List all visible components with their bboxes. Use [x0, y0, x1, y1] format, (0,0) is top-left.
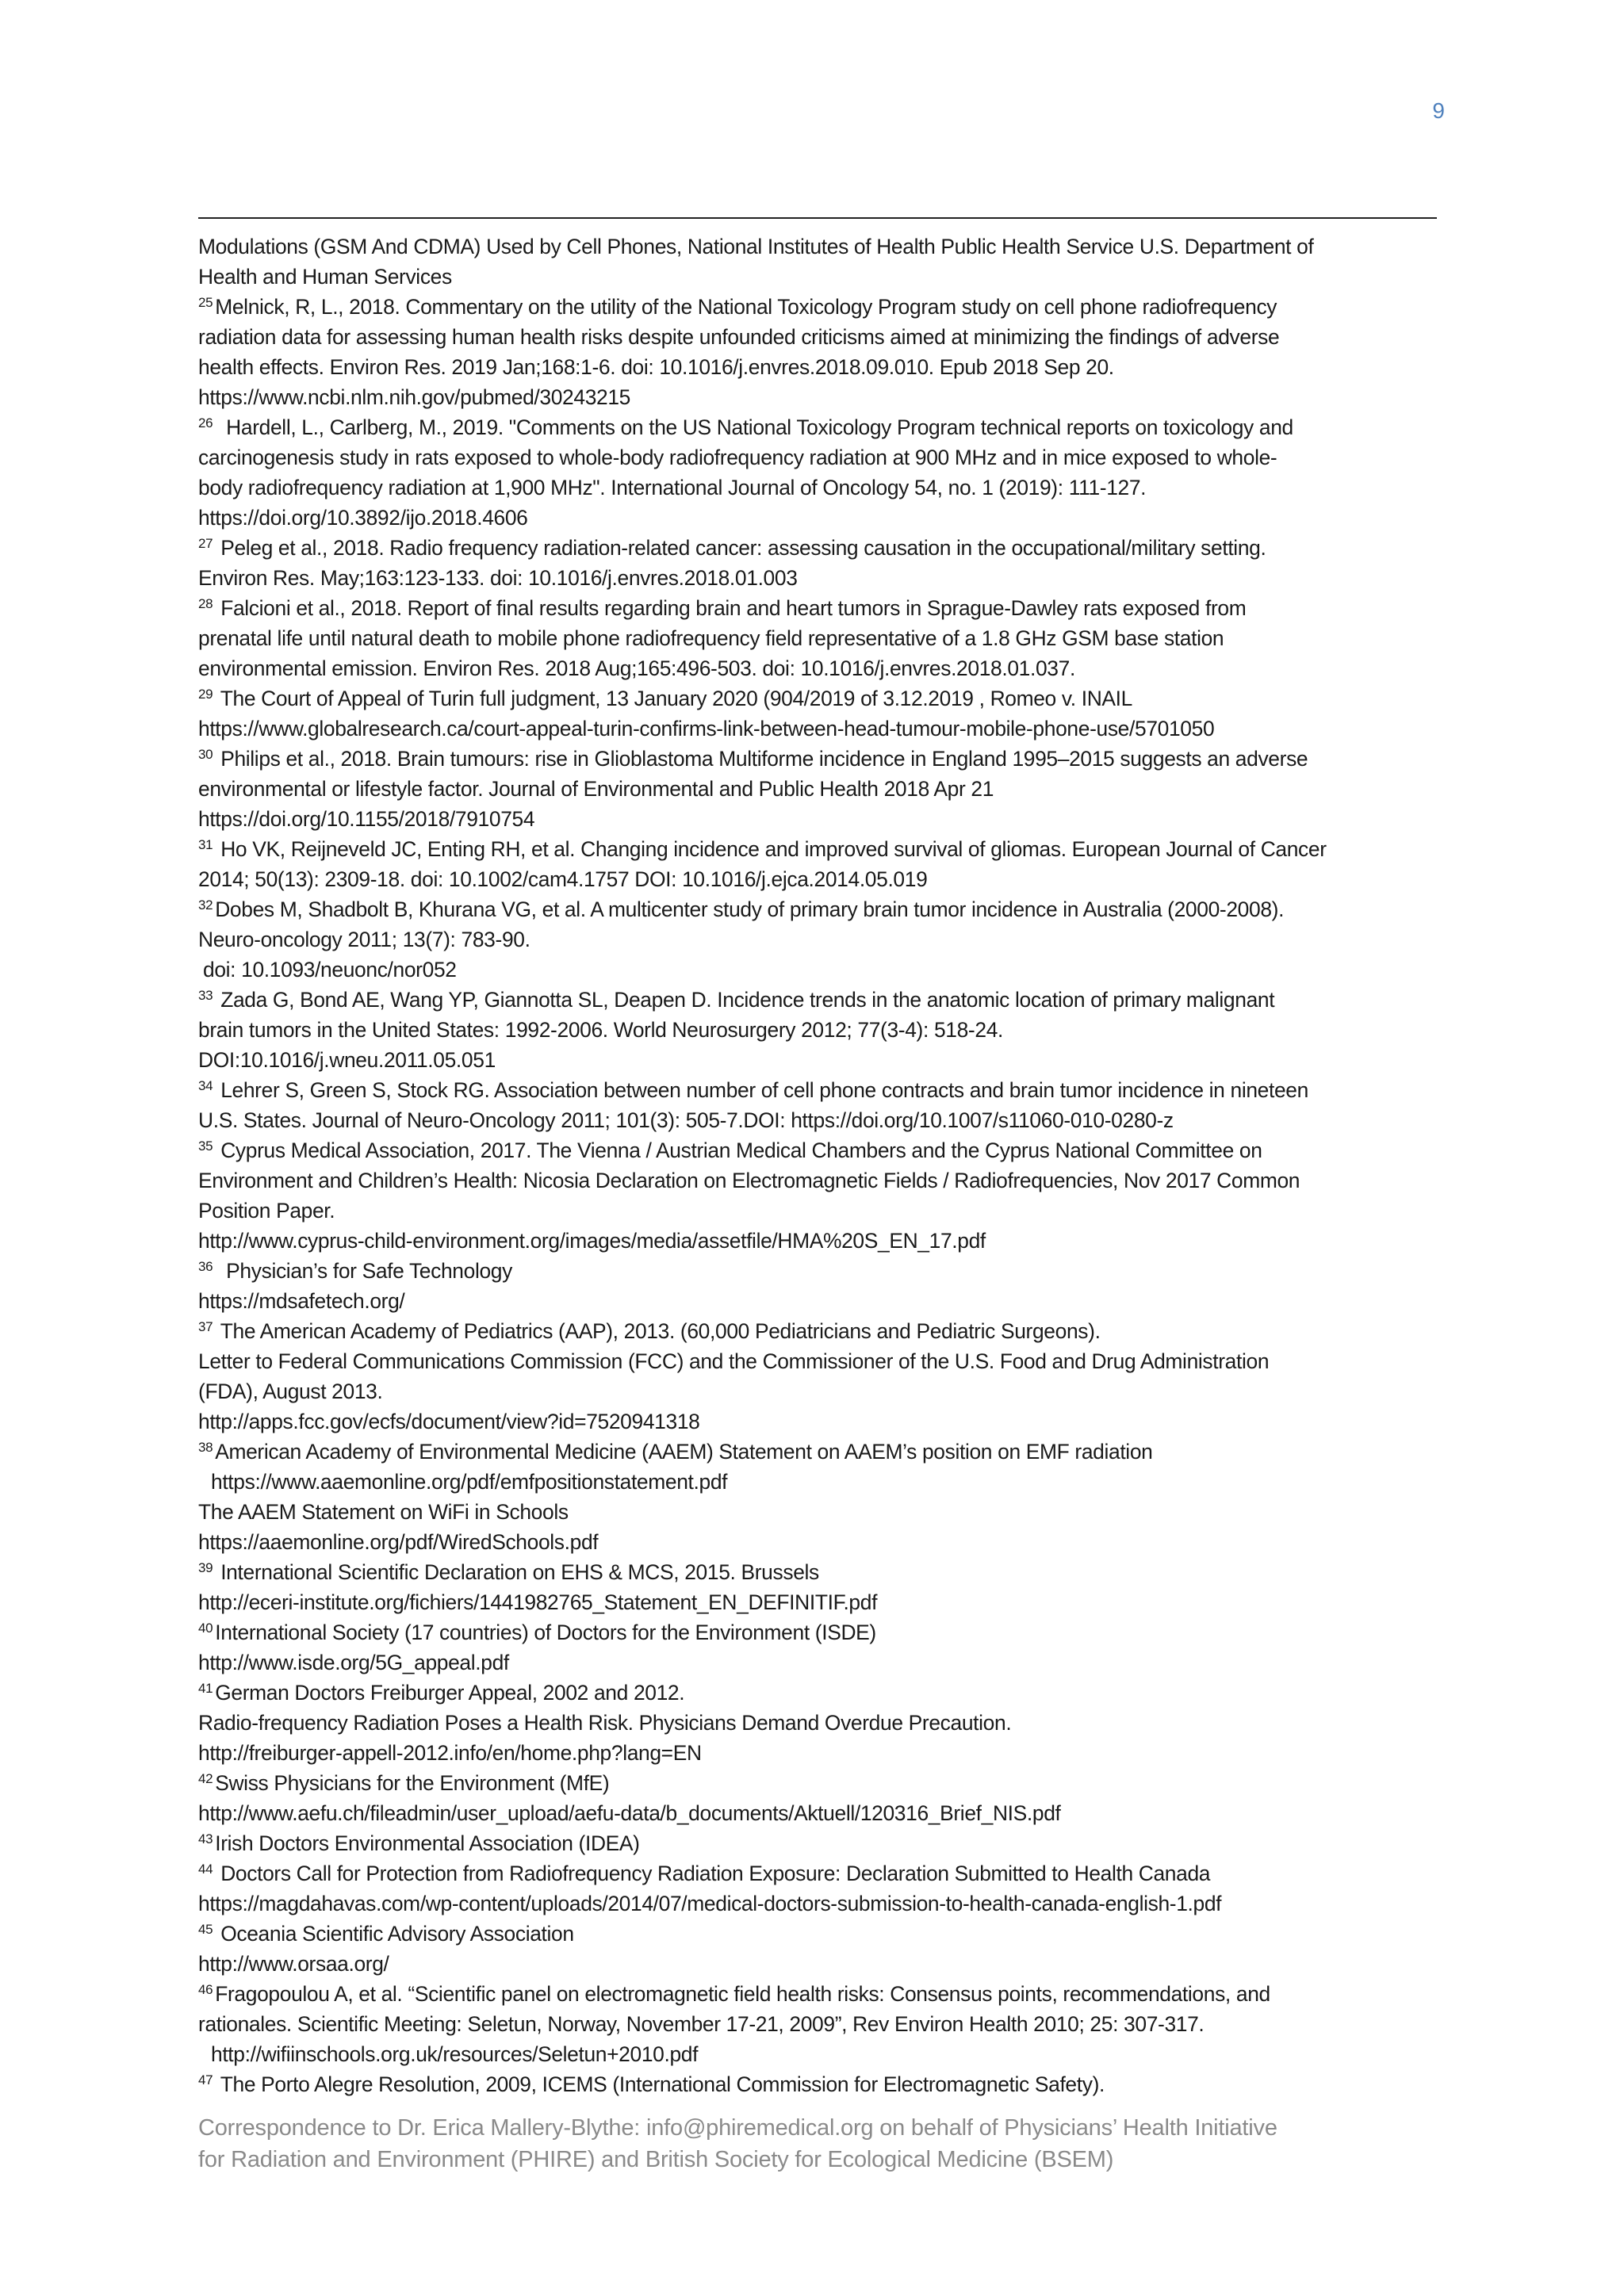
footnote-line: [198, 1196, 1442, 1226]
footnote-text: 2014; 50(13): 2309-18. doi: 10.1002/cam4.1757 DOI: 10.1016/j.ejca.2014.05.019: [198, 867, 928, 891]
footnote-text: https://www.aaemonline.org/pdf/emfpositionstatement.pdf: [211, 1470, 728, 1494]
footnote-start: [198, 1919, 1442, 1949]
footnote-line: [198, 714, 1442, 744]
footnote-start: [198, 1557, 1442, 1587]
footnote-line: [198, 382, 1442, 412]
footnote-number: 42: [198, 1771, 213, 1786]
footnote-start: [198, 593, 1442, 623]
footnote-line: [198, 804, 1442, 834]
footnote-text: Melnick, R, L., 2018. Commentary on the utility of the National Toxicology Program study on cell phone radiofrequency: [215, 295, 1277, 319]
footnote-number: 40: [198, 1621, 213, 1636]
footnote-line: [198, 1376, 1442, 1406]
footnote-number: 41: [198, 1681, 213, 1696]
footnote-number: 38: [198, 1440, 213, 1455]
footnote-text: brain tumors in the United States: 1992-2006. World Neurosurgery 2012; 77(3-4): 518-24.: [198, 1018, 1004, 1042]
footnote-text: The Court of Appeal of Turin full judgment, 13 January 2020 (904/2019 of 3.12.2019 , Romeo v. INAIL: [215, 687, 1132, 710]
footnote-start: [198, 1828, 1442, 1858]
footnote-text: Position Paper.: [198, 1199, 335, 1223]
footnote-start: [198, 1678, 1442, 1708]
footnote-number: 33: [198, 988, 213, 1003]
footnote-start: [198, 533, 1442, 563]
footnote-text: Zada G, Bond AE, Wang YP, Giannotta SL, Deapen D. Incidence trends in the anatomic location of primary malignant: [215, 988, 1275, 1012]
footnote-number: 31: [198, 837, 213, 852]
footnote-text: Irish Doctors Environmental Association (IDEA): [215, 1831, 640, 1855]
footnote-text: https://doi.org/10.1155/2018/7910754: [198, 807, 535, 831]
footnote-text: Oceania Scientific Advisory Association: [215, 1922, 574, 1946]
footnote-number: 45: [198, 1922, 213, 1937]
footnote-number: 37: [198, 1319, 213, 1334]
footnote-line: [198, 563, 1442, 593]
footnote-text: https://www.ncbi.nlm.nih.gov/pubmed/30243215: [198, 385, 631, 409]
footnote-text: Hardell, L., Carlberg, M., 2019. "Comments on the US National Toxicology Program technical reports on toxicology and: [215, 415, 1293, 439]
footnote-text: health effects. Environ Res. 2019 Jan;168:1-6. doi: 10.1016/j.envres.2018.09.010. Epub 2018 Sep 20.: [198, 355, 1114, 379]
footer-line-1: Correspondence to Dr. Erica Mallery-Blythe: info@phiremedical.org on behalf of Physicians’ Health Initiative: [198, 2115, 1277, 2141]
footnote-line: [198, 1045, 1442, 1075]
footnote-number: 36: [198, 1259, 213, 1274]
footnote-text: International Scientific Declaration on EHS & MCS, 2015. Brussels: [215, 1560, 819, 1584]
footnote-number: 32: [198, 897, 213, 913]
footnote-line: [198, 1708, 1442, 1738]
footnote-line: [198, 1015, 1442, 1045]
footnote-line: [198, 653, 1442, 683]
footnote-number: 46: [198, 1982, 213, 1997]
footnote-line: [198, 1527, 1442, 1557]
footnote-line: [198, 473, 1442, 503]
footnote-line: [198, 864, 1442, 894]
page-number: 9: [1432, 98, 1445, 123]
footnote-text: https://www.globalresearch.ca/court-appeal-turin-confirms-link-between-head-tumour-mobile-phone-use/5701050: [198, 717, 1215, 740]
footnote-text: http://www.isde.org/5G_appeal.pdf: [198, 1651, 509, 1674]
footnote-text: carcinogenesis study in rats exposed to whole-body radiofrequency radiation at 900 MHz and in mice exposed to whole-: [198, 446, 1277, 469]
footnote-number: 44: [198, 1862, 213, 1877]
footnote-text: http://wifiinschools.org.uk/resources/Seletun+2010.pdf: [211, 2042, 699, 2066]
footnote-line: [198, 1105, 1442, 1135]
footnote-line: [198, 262, 1442, 292]
footnote-text: https://aaemonline.org/pdf/WiredSchools.pdf: [198, 1530, 599, 1554]
footnote-start: [198, 683, 1442, 714]
footnote-line: [198, 1738, 1442, 1768]
footnote-start: [198, 412, 1442, 442]
footnote-line: [198, 442, 1442, 473]
footnote-text: German Doctors Freiburger Appeal, 2002 and 2012.: [215, 1681, 685, 1705]
footnote-text: American Academy of Environmental Medicine (AAEM) Statement on AAEM’s position on EMF radiation: [215, 1440, 1153, 1464]
footnote-number: 43: [198, 1831, 213, 1846]
footnote-line: [198, 623, 1442, 653]
footnote-text: The Porto Alegre Resolution, 2009, ICEMS (International Commission for Electromagnetic Safety).: [215, 2072, 1105, 2096]
footnote-number: 35: [198, 1138, 213, 1154]
footnote-number: 34: [198, 1078, 213, 1093]
footnote-start: [198, 1075, 1442, 1105]
footnote-line: [198, 1798, 1442, 1828]
footnote-text: https://magdahavas.com/wp-content/uploads/2014/07/medical-doctors-submission-to-health-canada-english-1.pdf: [198, 1892, 1222, 1915]
footnote-number: 47: [198, 2072, 213, 2087]
footnote-line: [198, 1949, 1442, 1979]
footnote-line: [198, 774, 1442, 804]
footnote-text: Modulations (GSM And CDMA) Used by Cell Phones, National Institutes of Health Public Health Service U.S. Department of: [198, 235, 1314, 258]
footnote-start: [198, 1768, 1442, 1798]
footnote-start: [198, 1316, 1442, 1346]
footnote-text: prenatal life until natural death to mobile phone radiofrequency field representative of a 1.8 GHz GSM base station: [198, 626, 1224, 650]
footnote-start: [198, 292, 1442, 322]
footnote-line: [198, 1497, 1442, 1527]
footnotes: [198, 232, 1442, 2099]
footnote-start: [198, 1979, 1442, 2009]
footnote-number: 25: [198, 295, 213, 310]
footnote-text: http://freiburger-appell-2012.info/en/home.php?lang=EN: [198, 1741, 702, 1765]
footnote-text: The AAEM Statement on WiFi in Schools: [198, 1500, 569, 1524]
footnote-text: http://apps.fcc.gov/ecfs/document/view?id=7520941318: [198, 1410, 700, 1433]
footnote-text: environmental or lifestyle factor. Journal of Environmental and Public Health 2018 Apr 21: [198, 777, 994, 801]
footnote-start: [198, 834, 1442, 864]
footnote-line: [198, 1286, 1442, 1316]
footnote-line: [198, 1467, 1442, 1497]
footnote-number: 29: [198, 687, 213, 702]
footnote-text: rationales. Scientific Meeting: Seletun, Norway, November 17-21, 2009”, Rev Environ Health 2010; 25: 307-317.: [198, 2012, 1205, 2036]
footnote-text: Radio-frequency Radiation Poses a Health Risk. Physicians Demand Overdue Precaution.: [198, 1711, 1012, 1735]
footnote-line: [198, 322, 1442, 352]
footnote-text: http://www.orsaa.org/: [198, 1952, 389, 1976]
footnote-text: Letter to Federal Communications Commission (FCC) and the Commissioner of the U.S. Food and Drug Administration: [198, 1349, 1270, 1373]
footnote-text: International Society (17 countries) of Doctors for the Environment (ISDE): [215, 1621, 876, 1644]
footnote-text: http://www.aefu.ch/fileadmin/user_upload/aefu-data/b_documents/Aktuell/120316_Brief_NIS.pdf: [198, 1801, 1061, 1825]
footnote-line: [198, 1587, 1442, 1617]
footnote-start: [198, 1858, 1442, 1888]
footnote-text: Doctors Call for Protection from Radiofrequency Radiation Exposure: Declaration Submitted to Health Canada: [215, 1862, 1211, 1885]
footnote-number: 28: [198, 596, 213, 611]
footnote-text: Cyprus Medical Association, 2017. The Vienna / Austrian Medical Chambers and the Cyprus National Committee on: [215, 1138, 1262, 1162]
footnote-text: The American Academy of Pediatrics (AAP), 2013. (60,000 Pediatricians and Pediatric Surgeons).: [215, 1319, 1101, 1343]
footnote-text: Environ Res. May;163:123-133. doi: 10.1016/j.envres.2018.01.003: [198, 566, 798, 590]
footnote-text: body radiofrequency radiation at 1,900 MHz". International Journal of Oncology 54, no. 1 (2019): 111-127.: [198, 476, 1147, 499]
footnote-text: Peleg et al., 2018. Radio frequency radiation-related cancer: assessing causation in the occupational/military setting.: [215, 536, 1266, 560]
footnote-text: doi: 10.1093/neuonc/nor052: [203, 958, 457, 982]
footnote-line: [198, 503, 1442, 533]
footnote-start: [198, 1617, 1442, 1647]
footnote-line: [198, 1346, 1442, 1376]
footnote-line: [198, 1888, 1442, 1919]
footnote-number: 39: [198, 1560, 213, 1575]
page-footer: [198, 2112, 1467, 2175]
footnote-start: [198, 985, 1442, 1015]
footnote-text: Falcioni et al., 2018. Report of final results regarding brain and heart tumors in Sprague-Dawley rats exposed from: [215, 596, 1247, 620]
footnote-number: 27: [198, 536, 213, 551]
footnote-text: (FDA), August 2013.: [198, 1380, 383, 1403]
footnote-text: Ho VK, Reijneveld JC, Enting RH, et al. Changing incidence and improved survival of gliomas. European Journal of Cancer: [215, 837, 1327, 861]
footnote-text: https://mdsafetech.org/: [198, 1289, 405, 1313]
footnote-text: http://eceri-institute.org/fichiers/1441982765_Statement_EN_DEFINITIF.pdf: [198, 1590, 878, 1614]
footnote-text: Dobes M, Shadbolt B, Khurana VG, et al. A multicenter study of primary brain tumor incidence in Australia (2000-2008).: [215, 897, 1285, 921]
footnote-text: Swiss Physicians for the Environment (MfE): [215, 1771, 610, 1795]
footnote-number: 30: [198, 747, 213, 762]
footnote-line: [198, 352, 1442, 382]
footnote-start: [198, 1256, 1442, 1286]
footnote-start: [198, 894, 1442, 924]
footnote-text: Lehrer S, Green S, Stock RG. Association between number of cell phone contracts and brain tumor incidence in nineteen: [215, 1078, 1308, 1102]
footnote-separator: [198, 217, 1437, 219]
footnote-line: [198, 1647, 1442, 1678]
footnote-line: [198, 924, 1442, 955]
footnote-line: [198, 955, 1442, 985]
footnote-text: Philips et al., 2018. Brain tumours: rise in Glioblastoma Multiforme incidence in England 1995–2015 suggests an adverse: [215, 747, 1308, 771]
footnote-line: [198, 2009, 1442, 2039]
footnote-text: Physician’s for Safe Technology: [215, 1259, 512, 1283]
footnote-text: DOI:10.1016/j.wneu.2011.05.051: [198, 1048, 496, 1072]
footnote-text: Environment and Children’s Health: Nicosia Declaration on Electromagnetic Fields / Radiofrequencies, Nov 2017 Common: [198, 1169, 1300, 1192]
footnote-text: Neuro-oncology 2011; 13(7): 783-90.: [198, 928, 530, 951]
footnote-text: https://doi.org/10.3892/ijo.2018.4606: [198, 506, 528, 530]
footer-line-2: for Radiation and Environment (PHIRE) and British Society for Ecological Medicine (BSEM): [198, 2147, 1114, 2172]
footnote-line: [198, 1165, 1442, 1196]
footnote-start: [198, 1135, 1442, 1165]
footnote-text: Health and Human Services: [198, 265, 452, 289]
footnote-text: environmental emission. Environ Res. 2018 Aug;165:496-503. doi: 10.1016/j.envres.2018.01.037.: [198, 656, 1075, 680]
footnote-line: [198, 1226, 1442, 1256]
footnote-text: radiation data for assessing human health risks despite unfounded criticisms aimed at minimizing the findings of adverse: [198, 325, 1280, 349]
footnote-text: Fragopoulou A, et al. “Scientific panel on electromagnetic field health risks: Consensus points, recommendations, and: [215, 1982, 1270, 2006]
footnote-line: [198, 2039, 1442, 2069]
footnote-start: [198, 2069, 1442, 2099]
footnote-start: [198, 1437, 1442, 1467]
footnote-number: 26: [198, 415, 213, 430]
footnote-line: [198, 232, 1442, 262]
footnote-start: [198, 744, 1442, 774]
footnote-line: [198, 1406, 1442, 1437]
footnote-text: U.S. States. Journal of Neuro-Oncology 2011; 101(3): 505-7.DOI: https://doi.org/10.1007/s11060-010-0280-z: [198, 1108, 1174, 1132]
footnote-text: http://www.cyprus-child-environment.org/images/media/assetfile/HMA%20S_EN_17.pdf: [198, 1229, 986, 1253]
